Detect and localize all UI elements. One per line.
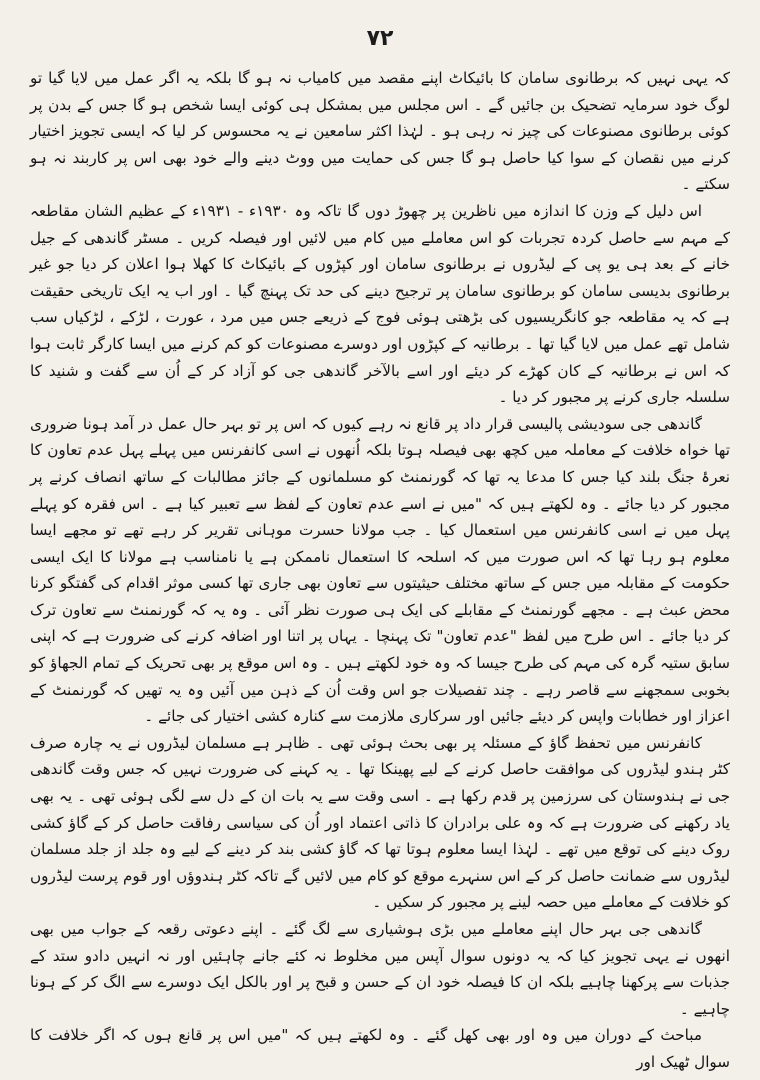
page-number: ۷۲ <box>366 26 394 51</box>
paragraph-4: کانفرنس میں تحفظ گاؤ کے مسئلہ پر بھی بحث ہوئی تھی ۔ ظاہر ہے مسلمان لیڈروں نے یہ چارہ صرف کٹر ہندو لیڈروں کی موافقت حاصل کرنے کے لیے پھینکا تھا ۔ یہ کہنے کی ضرورت نہیں کہ جس وقت گاندھی جی نے ہندوستان کی سرزمین پر قدم رکھا ہے ۔ اسی وقت سے یہ بات ان کے دل سے لگی ہوئی تھی ۔ یہ بھی یاد رکھنے کی ضرورت ہے کہ وہ علی برادران کا ذاتی اعتماد اور اُن کی سیاسی رفاقت حاصل کر کے گاؤ کشی روک دینے کی توقع میں تھے ۔ لہٰذا ایسا معلوم ہوتا تھا کہ گاؤ کشی بند کر دینے کے لیے وہ جلد از جلد مسلمان لیڈروں سے ضمانت حاصل کر کے اس سنہرے موقع کو کام میں لائیں گے تاکہ کٹر ہندوؤں اور قوم پرست لیڈروں کو خلافت کے معاملے میں حصہ لینے پر مجبور کر سکیں ۔ <box>30 733 730 912</box>
paragraph-2: اس دلیل کے وزن کا اندازہ میں ناظرین پر چھوڑ دوں گا تاکہ وہ ۱۹۳۰ء - ۱۹۳۱ء کے عظیم الشان مقاطعہ کے مہم سے حاصل کردہ تجربات کو اس معاملے میں کام میں لائیں اور فیصلہ کریں ۔ مسٹر گاندھی کے جیل خانے کے بعد ہی یو پی کے لیڈروں نے برطانوی سامان اور کپڑوں کے بائیکاٹ کا کھلا ہوا اعلان کر دیا جو غیر برطانوی بدیسی سامان کو برطانوی سامان پر ترجیح دینے کی حد تک پہنچ گیا ۔ اور اب یہ ایک تاریخی حقیقت ہے کہ یہ مقاطعہ جو کانگریسیوں کی بڑھتی ہوئی فوج کے ذریعے جس میں مرد ، عورت ، لڑکے ، لڑکیاں سب شامل تھے عمل میں لایا گیا تھا ۔ برطانیہ کے کپڑوں اور دوسرے مصنوعات کو کم کرنے میں ایسا کارگر ثابت ہوا کہ اس نے برطانیہ کے کان کھڑے کر دیئے اور اسے بالآخر گاندھی جی کو آزاد کر کے اُن سے گفت و شنید کا سلسلہ جاری کرنے پر مجبور کر دیا ۔ <box>30 201 730 407</box>
paragraph-6: مباحث کے دوران میں وہ اور بھی کھل گئے ۔ وہ لکھتے ہیں کہ "میں اس پر قانع ہوں کہ اگر خلافت کا سوال ٹھیک اور <box>30 1026 730 1071</box>
urdu-body-text <box>30 65 730 1076</box>
paragraph-5: گاندھی جی بہر حال اپنے معاملے میں بڑی ہوشیاری سے لگ گئے ۔ اپنے دعوتی رقعہ کے جواب میں بھی انھوں نے یہی تجویز کیا کہ یہ دونوں سوال آپس میں مخلوط نہ کئے جانے چاہئیں اور نہ انہیں دادو ستد کے جذبات سے پرکھنا چاہیے بلکہ ان کا فیصلہ خود ان کے حسن و قبح پر اور بالکل ایک دوسرے سے الگ کر کے ہونا چاہیے ۔ <box>30 920 730 1018</box>
paragraph-1: کہ یہی نہیں کہ برطانوی سامان کا بائیکاٹ اپنے مقصد میں کامیاب نہ ہو گا بلکہ یہ اگر عمل میں لایا گیا تو لوگ خود سرمایہ تضحیک بن جائیں گے ۔ اس مجلس میں بمشکل ہی کوئی ایسا شخص ہو گا جس کے بدن پر کوئی برطانوی مصنوعات کی چیز نہ رہی ہو ۔ لہٰذا اکثر سامعین نے یہ محسوس کر لیا کہ ایسی تجویز اختیار کرنے میں نقصان کے سوا کیا حاصل ہو گا جس کی حمایت میں ووٹ دینے والے خود بھی اس پر کاربند نہ ہو سکتے ۔ <box>30 69 730 194</box>
paragraph-3: گاندھی جی سودیشی پالیسی قرار داد پر قانع نہ رہے کیوں کہ اس پر تو بہر حال عمل در آمد ہونا ضروری تھا خواہ خلافت کے معاملہ میں کچھ بھی فیصلہ ہوتا بلکہ اُنھوں نے اسی کانفرنس میں پہلے پہل عدم تعاون کا نعرۂ جنگ بلند کیا جس کا مدعا یہ تھا کہ گورنمنٹ کو مسلمانوں کے جائز مطالبات کے ساتھ انصاف کرنے پر مجبور کر دیا جائے ۔ وہ لکھتے ہیں کہ "میں نے اسے عدم تعاون کے لفظ سے تعبیر کیا ہے ۔ اس فقرہ کو پہلے پہل میں نے اسی کانفرنس میں استعمال کیا ۔ جب مولانا حسرت موہانی تقریر کر رہے تھے تو مجھے ایسا معلوم ہو رہا تھا کہ اس صورت میں کہ اسلحہ کا استعمال ناممکن ہے یا نامناسب ہے مولانا کا ایک ایسی حکومت کے مقابلہ میں جس کے ساتھ مختلف حیثیتوں سے تعاون بھی جاری تھا کسی موثر اقدام کی گفتگو کرنا محض عبث ہے ۔ مجھے گورنمنٹ کے مقابلے کی ایک ہی صورت نظر آئی ۔ وہ یہ کہ گورنمنٹ سے تعاون ترک کر دیا جائے ۔ اس طرح میں لفظ "عدم تعاون" تک پہنچا ۔ یہاں پر اتنا اور اضافہ کرنے کی ضرورت ہے کہ اپنی سابق ستیہ گرہ کی مہم کی طرح جیسا کہ وہ خود لکھتے ہیں ۔ وہ اس موقع پر بھی تحریک کے تمام الجھاؤ کو بخوبی سمجھنے سے قاصر رہے ۔ چند تفصیلات جو اس وقت اُن کے ذہن میں آئیں وہ یہ تھیں کہ گورنمنٹ کے اعزاز اور خطابات واپس کر دیئے جائیں اور سرکاری ملازمت سے کنارہ کشی اختیار کی جائے ۔ <box>30 414 730 726</box>
